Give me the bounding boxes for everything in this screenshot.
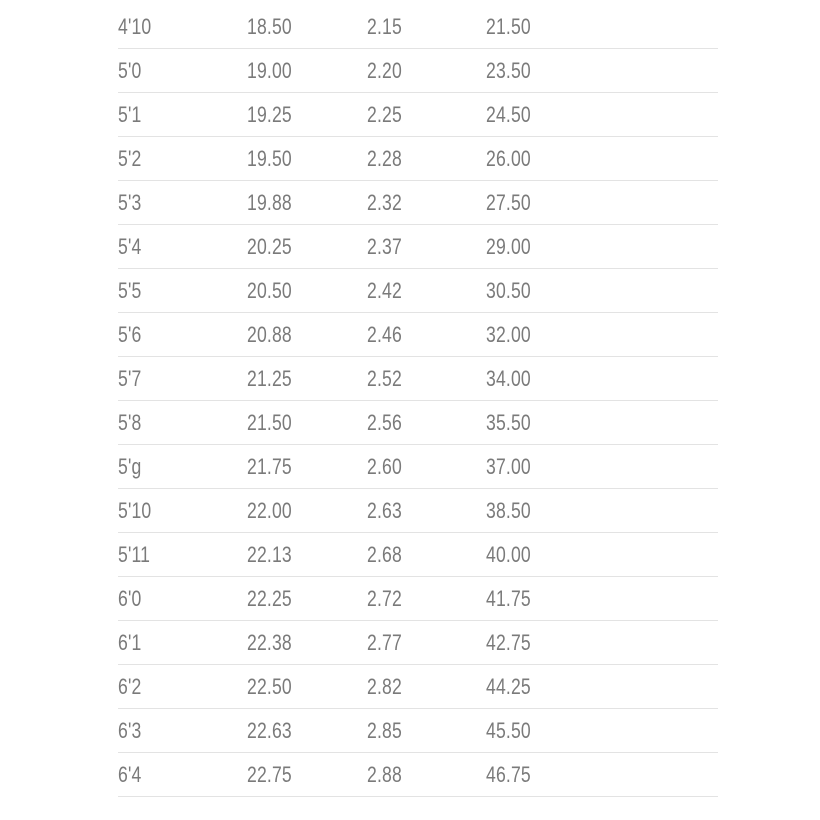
- table-row: [118, 401, 718, 445]
- height-cell: 6'4: [118, 761, 142, 787]
- height-cell: 5'4: [118, 233, 142, 259]
- height-cell: 5'10: [118, 497, 152, 523]
- size-chart-table: [118, 5, 718, 797]
- value-cell: 42.75: [486, 629, 531, 655]
- value-cell: 32.00: [486, 321, 531, 347]
- table-row: [118, 533, 718, 577]
- table-row: [118, 357, 718, 401]
- value-cell: 2.88: [367, 761, 402, 787]
- value-cell: 2.32: [367, 189, 402, 215]
- table-row: [118, 445, 718, 489]
- table-row: [118, 577, 718, 621]
- value-cell: 2.42: [367, 277, 402, 303]
- value-cell: 41.75: [486, 585, 531, 611]
- value-cell: 20.50: [247, 277, 292, 303]
- value-cell: 21.25: [247, 365, 292, 391]
- table-row: [118, 49, 718, 93]
- value-cell: 22.25: [247, 585, 292, 611]
- value-cell: 24.50: [486, 101, 531, 127]
- value-cell: 19.88: [247, 189, 292, 215]
- value-cell: 2.82: [367, 673, 402, 699]
- value-cell: 2.28: [367, 145, 402, 171]
- value-cell: 2.72: [367, 585, 402, 611]
- value-cell: 40.00: [486, 541, 531, 567]
- value-cell: 20.88: [247, 321, 292, 347]
- value-cell: 22.00: [247, 497, 292, 523]
- table-row: [118, 5, 718, 49]
- table-row: [118, 313, 718, 357]
- height-cell: 5'g: [118, 453, 142, 479]
- height-cell: 5'5: [118, 277, 142, 303]
- table-row: [118, 709, 718, 753]
- value-cell: 2.37: [367, 233, 402, 259]
- table-row: [118, 489, 718, 533]
- height-cell: 6'0: [118, 585, 142, 611]
- value-cell: 46.75: [486, 761, 531, 787]
- value-cell: 20.25: [247, 233, 292, 259]
- value-cell: 2.85: [367, 717, 402, 743]
- height-cell: 6'3: [118, 717, 142, 743]
- value-cell: 26.00: [486, 145, 531, 171]
- value-cell: 2.60: [367, 453, 402, 479]
- value-cell: 22.50: [247, 673, 292, 699]
- table-row: [118, 93, 718, 137]
- height-cell: 5'2: [118, 145, 142, 171]
- table-row: [118, 665, 718, 709]
- table-row: [118, 269, 718, 313]
- value-cell: 2.56: [367, 409, 402, 435]
- height-cell: 5'7: [118, 365, 142, 391]
- value-cell: 27.50: [486, 189, 531, 215]
- height-cell: 5'6: [118, 321, 142, 347]
- table-row: [118, 137, 718, 181]
- value-cell: 19.00: [247, 57, 292, 83]
- value-cell: 22.75: [247, 761, 292, 787]
- value-cell: 23.50: [486, 57, 531, 83]
- value-cell: 29.00: [486, 233, 531, 259]
- value-cell: 21.50: [247, 409, 292, 435]
- height-cell: 5'1: [118, 101, 142, 127]
- value-cell: 2.20: [367, 57, 402, 83]
- value-cell: 22.63: [247, 717, 292, 743]
- table-row: [118, 753, 718, 797]
- value-cell: 19.25: [247, 101, 292, 127]
- value-cell: 2.68: [367, 541, 402, 567]
- table-row: [118, 225, 718, 269]
- value-cell: 35.50: [486, 409, 531, 435]
- value-cell: 19.50: [247, 145, 292, 171]
- value-cell: 38.50: [486, 497, 531, 523]
- value-cell: 2.52: [367, 365, 402, 391]
- value-cell: 2.63: [367, 497, 402, 523]
- height-cell: 4'10: [118, 13, 152, 39]
- height-cell: 5'8: [118, 409, 142, 435]
- value-cell: 21.50: [486, 13, 531, 39]
- height-cell: 5'0: [118, 57, 142, 83]
- height-cell: 6'2: [118, 673, 142, 699]
- height-cell: 6'1: [118, 629, 142, 655]
- value-cell: 2.46: [367, 321, 402, 347]
- value-cell: 21.75: [247, 453, 292, 479]
- value-cell: 2.25: [367, 101, 402, 127]
- value-cell: 22.38: [247, 629, 292, 655]
- table-row: [118, 181, 718, 225]
- height-cell: 5'11: [118, 541, 151, 567]
- value-cell: 44.25: [486, 673, 531, 699]
- table-row: [118, 621, 718, 665]
- value-cell: 37.00: [486, 453, 531, 479]
- value-cell: 18.50: [247, 13, 292, 39]
- height-cell: 5'3: [118, 189, 142, 215]
- value-cell: 30.50: [486, 277, 531, 303]
- value-cell: 34.00: [486, 365, 531, 391]
- value-cell: 2.77: [367, 629, 402, 655]
- value-cell: 2.15: [367, 13, 402, 39]
- value-cell: 22.13: [247, 541, 292, 567]
- value-cell: 45.50: [486, 717, 531, 743]
